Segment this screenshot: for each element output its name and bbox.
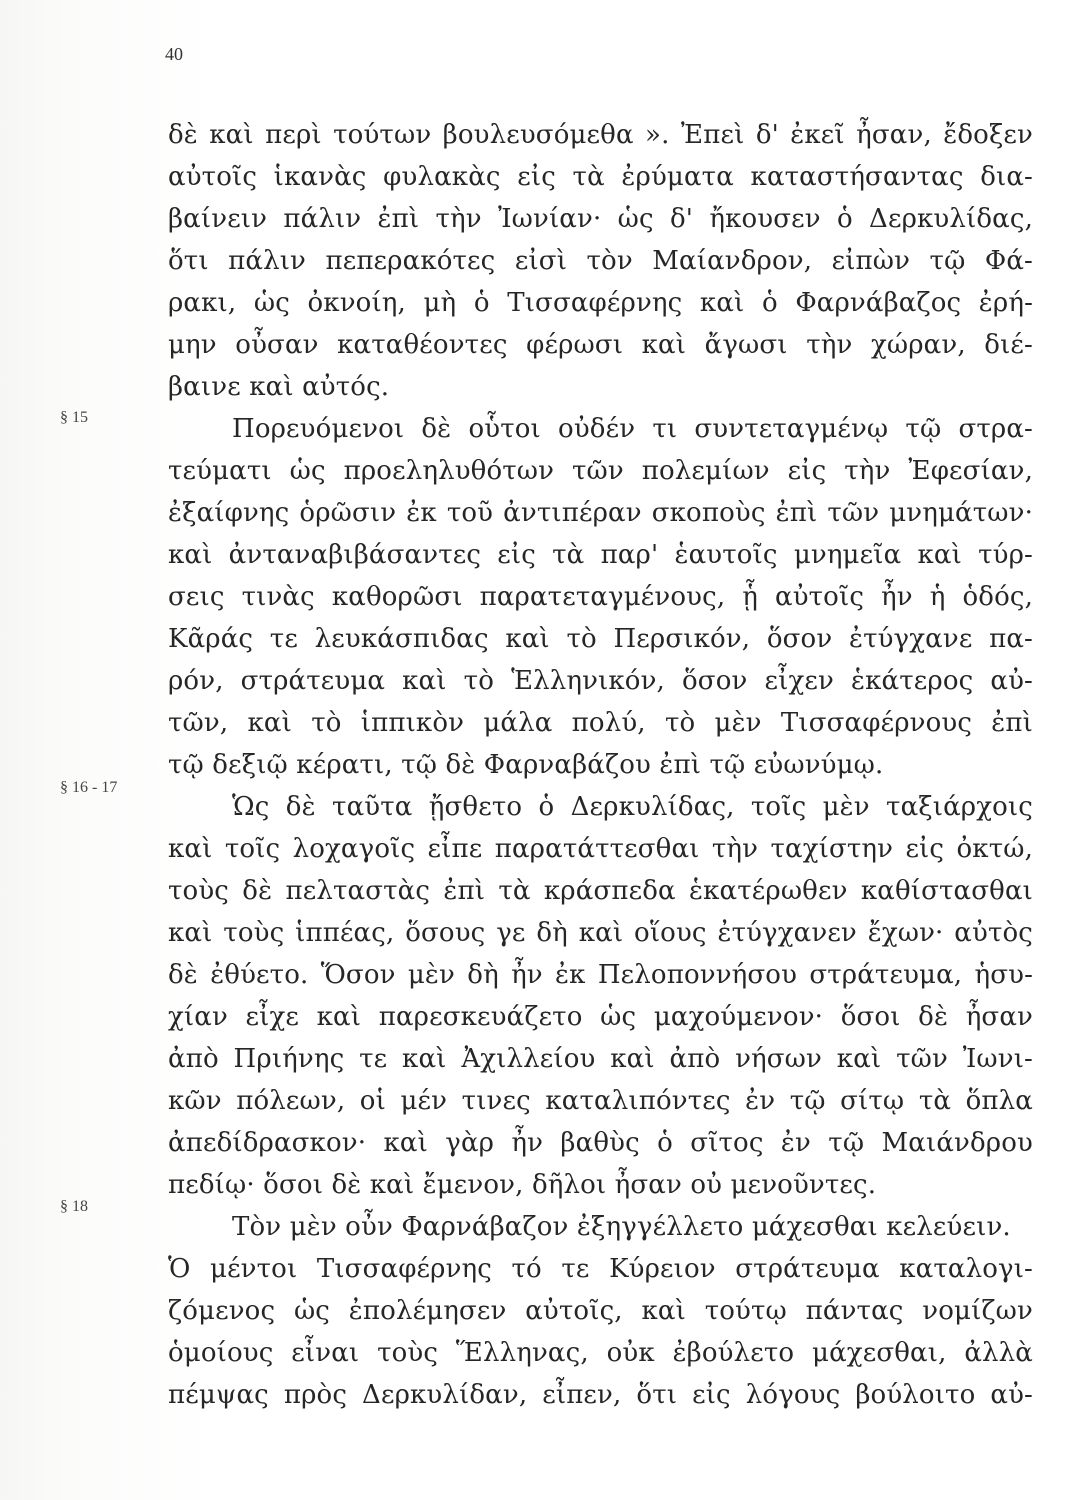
- text-line: ὁμοίους εἶναι τοὺς Ἕλληνας, οὐκ ἐβούλετο μάχεσθαι, ἀλλὰ: [168, 1338, 1033, 1368]
- text-line: χίαν εἶχε καὶ παρεσκευάζετο ὡς μαχούμενον· ὅσοι δὲ ἦσαν: [168, 1002, 1033, 1032]
- section-marker-16-17: § 16 - 17: [60, 779, 118, 796]
- text-line: δὲ καὶ περὶ τούτων βουλευσόμεθα ». Ἐπεὶ δ' ἐκεῖ ἦσαν, ἔδοξεν: [168, 120, 1033, 150]
- section-marker-15: § 15: [60, 409, 88, 426]
- text-line: τῶν, καὶ τὸ ἱππικὸν μάλα πολύ, τὸ μὲν Τισσαφέρνους ἐπὶ: [168, 708, 1033, 738]
- text-line: ρακι, ὡς ὀκνοίη, μὴ ὁ Τισσαφέρνης καὶ ὁ Φαρνάβαζος ἐρή-: [168, 288, 1033, 318]
- text-line: σεις τινὰς καθορῶσι παρατεταγμένους, ᾗ αὐτοῖς ἦν ἡ ὁδός,: [168, 582, 1033, 612]
- text-line-paragraph-start: Ὡς δὲ ταῦτα ᾔσθετο ὁ Δερκυλίδας, τοῖς μὲν ταξιάρχοις: [232, 792, 1033, 822]
- text-line: ἀπεδίδρασκον· καὶ γὰρ ἦν βαθὺς ὁ σῖτος ἐν τῷ Μαιάνδρου: [168, 1128, 1033, 1158]
- text-line: ἐξαίφνης ὁρῶσιν ἐκ τοῦ ἀντιπέραν σκοποὺς ἐπὶ τῶν μνημάτων·: [168, 498, 1033, 528]
- greek-text-body: [168, 114, 1033, 1416]
- text-line: μην οὖσαν καταθέοντες φέρωσι καὶ ἄγωσι τὴν χώραν, διέ-: [168, 330, 1033, 360]
- text-line: καὶ ἀνταναβιβάσαντες εἰς τὰ παρ' ἑαυτοῖς μνημεῖα καὶ τύρ-: [168, 540, 1033, 570]
- text-line: ὅτι πάλιν πεπερακότες εἰσὶ τὸν Μαίανδρον, εἰπὼν τῷ Φά-: [168, 246, 1033, 276]
- text-line: πέμψας πρὸς Δερκυλίδαν, εἶπεν, ὅτι εἰς λόγους βούλοιτο αὐ-: [168, 1380, 1033, 1410]
- text-line: βαινε καὶ αὐτός.: [168, 372, 390, 402]
- text-line: τοὺς δὲ πελταστὰς ἐπὶ τὰ κράσπεδα ἑκατέρωθεν καθίστασθαι: [168, 876, 1033, 906]
- text-line: καὶ τοῖς λοχαγοῖς εἶπε παρατάττεσθαι τὴν ταχίστην εἰς ὀκτώ,: [168, 834, 1033, 864]
- text-line: αὐτοῖς ἱκανὰς φυλακὰς εἰς τὰ ἐρύματα καταστήσαντας δια-: [168, 162, 1033, 192]
- text-line: τῷ δεξιῷ κέρατι, τῷ δὲ Φαρναβάζου ἐπὶ τῷ εὐωνύμῳ.: [168, 750, 884, 780]
- text-line: πεδίῳ· ὅσοι δὲ καὶ ἔμενον, δῆλοι ἦσαν οὐ μενοῦντες.: [168, 1170, 877, 1200]
- text-line: δὲ ἐθύετο. Ὅσον μὲν δὴ ἦν ἐκ Πελοποννήσου στράτευμα, ἡσυ-: [168, 960, 1033, 990]
- text-line: κῶν πόλεων, οἱ μέν τινες καταλιπόντες ἐν τῷ σίτῳ τὰ ὅπλα: [168, 1086, 1033, 1116]
- text-line: Κᾶράς τε λευκάσπιδας καὶ τὸ Περσικόν, ὅσον ἐτύγχανε πα-: [168, 624, 1033, 654]
- text-line-paragraph-start: Πορευόμενοι δὲ οὗτοι οὐδέν τι συντεταγμένῳ τῷ στρα-: [232, 414, 1033, 444]
- text-line: Ὁ μέντοι Τισσαφέρνης τό τε Κύρειον στράτευμα καταλογι-: [168, 1254, 1033, 1284]
- section-marker-18: § 18: [60, 1198, 88, 1215]
- text-line: καὶ τοὺς ἱππέας, ὅσους γε δὴ καὶ οἵους ἐτύγχανεν ἔχων· αὐτὸς: [168, 918, 1033, 948]
- page-number: 40: [165, 44, 183, 64]
- text-line: βαίνειν πάλιν ἐπὶ τὴν Ἰωνίαν· ὡς δ' ἤκουσεν ὁ Δερκυλίδας,: [168, 204, 1033, 234]
- text-line: ζόμενος ὡς ἐπολέμησεν αὐτοῖς, καὶ τούτῳ πάντας νομίζων: [168, 1296, 1033, 1326]
- text-line: ἀπὸ Πριήνης τε καὶ Ἀχιλλείου καὶ ἀπὸ νήσων καὶ τῶν Ἰωνι-: [168, 1044, 1033, 1074]
- text-line-paragraph-start: Τὸν μὲν οὖν Φαρνάβαζον ἐξηγγέλλετο μάχεσθαι κελεύειν.: [232, 1212, 1011, 1242]
- text-line: ρόν, στράτευμα καὶ τὸ Ἑλληνικόν, ὅσον εἶχεν ἑκάτερος αὐ-: [168, 666, 1033, 696]
- text-line: τεύματι ὡς προεληλυθότων τῶν πολεμίων εἰς τὴν Ἐφεσίαν,: [168, 456, 1033, 486]
